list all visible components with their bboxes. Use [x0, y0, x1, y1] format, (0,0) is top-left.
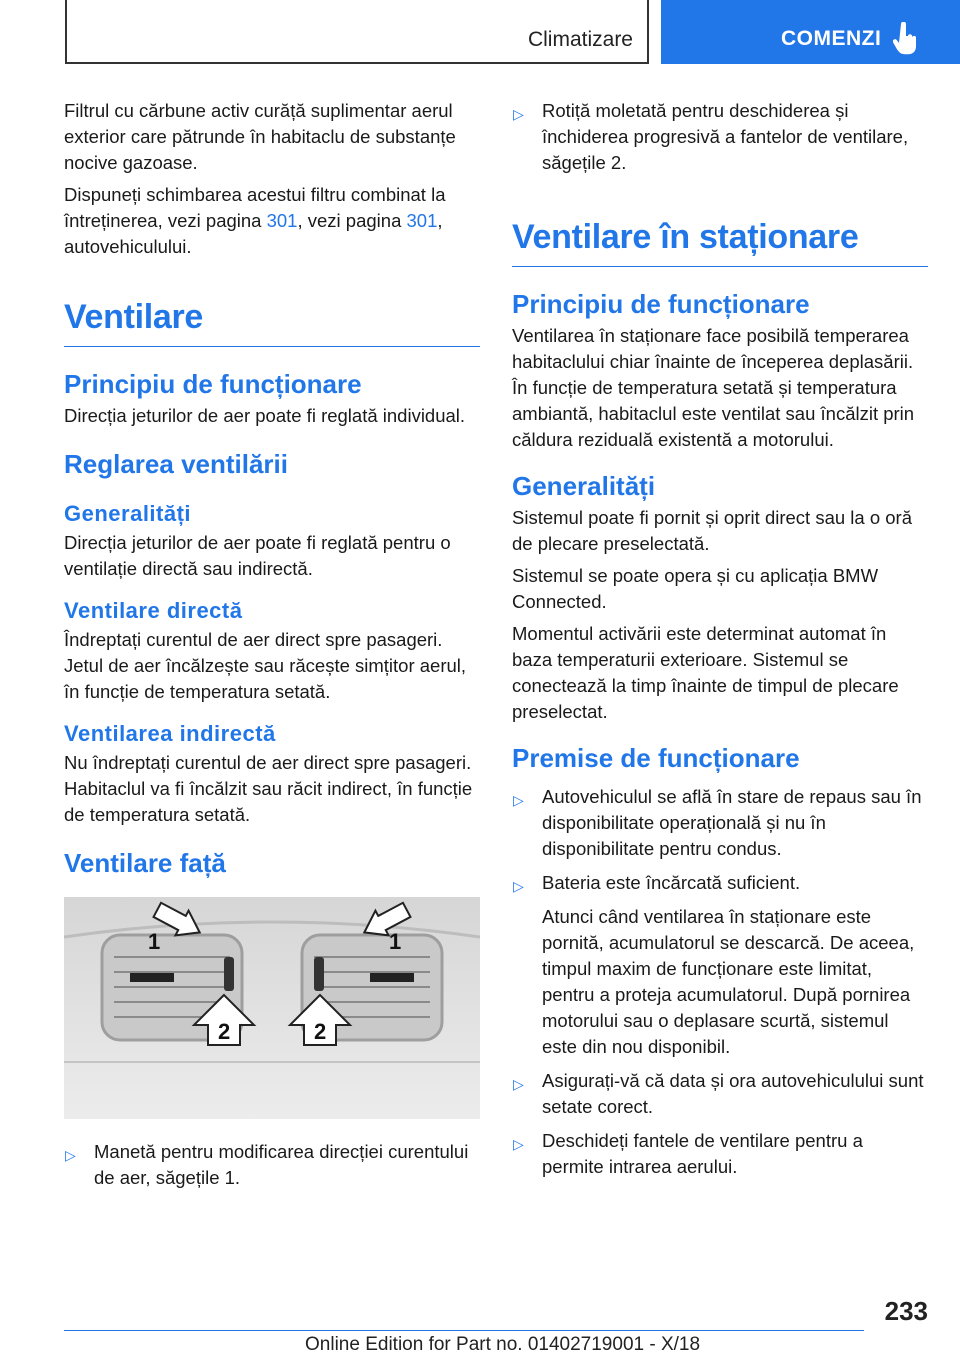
- page-link-301-b[interactable]: 301: [406, 210, 438, 231]
- generalitati-p2: Sistemul se poate opera și cu aplicația BMW Connected.: [512, 565, 879, 612]
- footer-edition: Online Edition for Part no. 01402719001 - X/18: [305, 1334, 701, 1355]
- triangle-bullet-icon: ▷: [513, 1136, 524, 1152]
- premise-note: Atunci când ventilarea în staționare este pornită, acumulatorul se descarcă. De aceea, timpul maxim de funcționare este limitat, pentru a proteja acumulatorul. După pornirea motorului sau o deplasare scurtă, sistemul este din nou disponibil.: [542, 906, 915, 1057]
- triangle-bullet-icon: ▷: [513, 878, 524, 894]
- tab-comenzi-label: COMENZI: [781, 27, 882, 50]
- principiu-stationare-text: Ventilarea în staționare face posibilă temperarea habitaclului chiar înainte de începerea deplasării. În funcție de temperatura setată și temperatura ambiantă, habitaclul este ventilat sau încălzit prin căldura reziduală existentă a motorului.: [512, 325, 915, 450]
- heading-principiu: Principiu de funcționare: [64, 369, 362, 399]
- ventilare-indirecta-text: Nu îndreptați curentul de aer direct spre pasageri. Habitaclul va fi încălzit sau răcit indirect, în funcție de temperatura setată.: [64, 752, 473, 825]
- right-column: [512, 98, 928, 1188]
- callout-2-right: 2: [314, 1019, 327, 1044]
- generalitati-p3: Momentul activării este determinat automat în baza temperaturii exterioare. Sistemul se conectează la timp înainte de timpul de plecare preselectat.: [512, 623, 899, 722]
- callout-1-left: 1: [148, 929, 161, 954]
- air-vents-illustration: [64, 897, 480, 1119]
- tab-comenzi[interactable]: [661, 0, 960, 64]
- intro-paragraph-1: Filtrul cu cărbune activ curăță suplimentar aerul exterior care pătrunde în habitaclu de substanțe nocive gazoase.: [64, 100, 456, 173]
- left-bullet-list: [64, 1139, 480, 1191]
- left-column: [64, 98, 480, 1199]
- intro-text-b: , vezi pagina: [297, 210, 407, 231]
- heading-ventilare: Ventilare: [64, 298, 480, 347]
- list-item: ▷ Bateria este încărcată suficient. Atunci când ventilarea în staționare este pornită, acumulatorul se descarcă. De aceea, timpul maxim de funcționare este limitat, pentru a proteja acumulatorul. După pornirea motorului sau o deplasare scurtă, sistemul este din nou disponibil.: [512, 870, 928, 1060]
- heading-reglarea: Reglarea ventilării: [64, 449, 288, 479]
- principiu-text: Direcția jeturilor de aer poate fi reglată individual.: [64, 405, 466, 426]
- heading-ventilare-indirecta: Ventilarea indirectă: [64, 721, 276, 746]
- intro-paragraph-2: [64, 182, 480, 260]
- heading-ventilare-directa: Ventilare directă: [64, 598, 243, 623]
- hand-pointer-icon: [893, 22, 919, 56]
- callout-1-right: 1: [389, 929, 402, 954]
- ventilare-directa-text: Îndreptați curentul de aer direct spre pasageri. Jetul de aer încălzește sau răcește simțitor aerul, în funcție de temperatura setată.: [64, 629, 467, 702]
- heading-generalitati: Generalități: [64, 501, 192, 526]
- heading-premise: Premise de funcționare: [512, 743, 800, 773]
- generalitati-text: Direcția jeturilor de aer poate fi reglată pentru o ventilație directă sau indirectă.: [64, 532, 451, 579]
- right-top-bullet-list: [512, 98, 928, 176]
- heading-ventilare-stationare: Ventilare în staționare: [512, 218, 928, 267]
- heading-ventilare-fata: Ventilare față: [64, 848, 226, 878]
- page-number: 233: [884, 1296, 928, 1326]
- header-section-box: [65, 0, 649, 64]
- premise-list: [512, 784, 928, 1180]
- list-item: ▷ Manetă pentru modificarea direcției curentului de aer, săgețile 1.: [65, 1141, 469, 1188]
- triangle-bullet-icon: ▷: [513, 792, 524, 808]
- heading-generalitati-stationare: Generalități: [512, 471, 656, 501]
- list-item: ▷ Autovehiculul se află în stare de repaus sau în disponibilitate operațională și nu în disponibilitate pentru condus.: [513, 786, 922, 859]
- callout-2-left: 2: [218, 1019, 231, 1044]
- section-title: Climatizare: [527, 28, 633, 51]
- triangle-bullet-icon: ▷: [65, 1147, 76, 1163]
- air-vents-photo: [64, 897, 480, 1119]
- triangle-bullet-icon: ▷: [513, 1076, 524, 1092]
- triangle-bullet-icon: ▷: [513, 106, 524, 122]
- intro-text-a: Dispuneți schimbarea acestui filtru combinat la întreținerea, vezi pagina: [64, 184, 446, 231]
- list-item: ▷ Asigurați-vă că data și ora autovehiculului sunt setate corect.: [513, 1070, 924, 1117]
- footer-divider: [64, 1330, 864, 1331]
- list-item: ▷ Deschideți fantele de ventilare pentru a permite intrarea aerului.: [513, 1130, 863, 1177]
- generalitati-p1: Sistemul poate fi pornit și oprit direct sau la o oră de plecare preselectată.: [512, 507, 912, 554]
- list-item: ▷ Rotiță moletată pentru deschiderea și închiderea progresivă a fantelor de ventilare, săgețile 2.: [513, 100, 909, 173]
- page-link-301-a[interactable]: 301: [266, 210, 298, 231]
- heading-principiu-stationare: Principiu de funcționare: [512, 289, 810, 319]
- intro-text-c: , autovehiculului.: [64, 210, 443, 257]
